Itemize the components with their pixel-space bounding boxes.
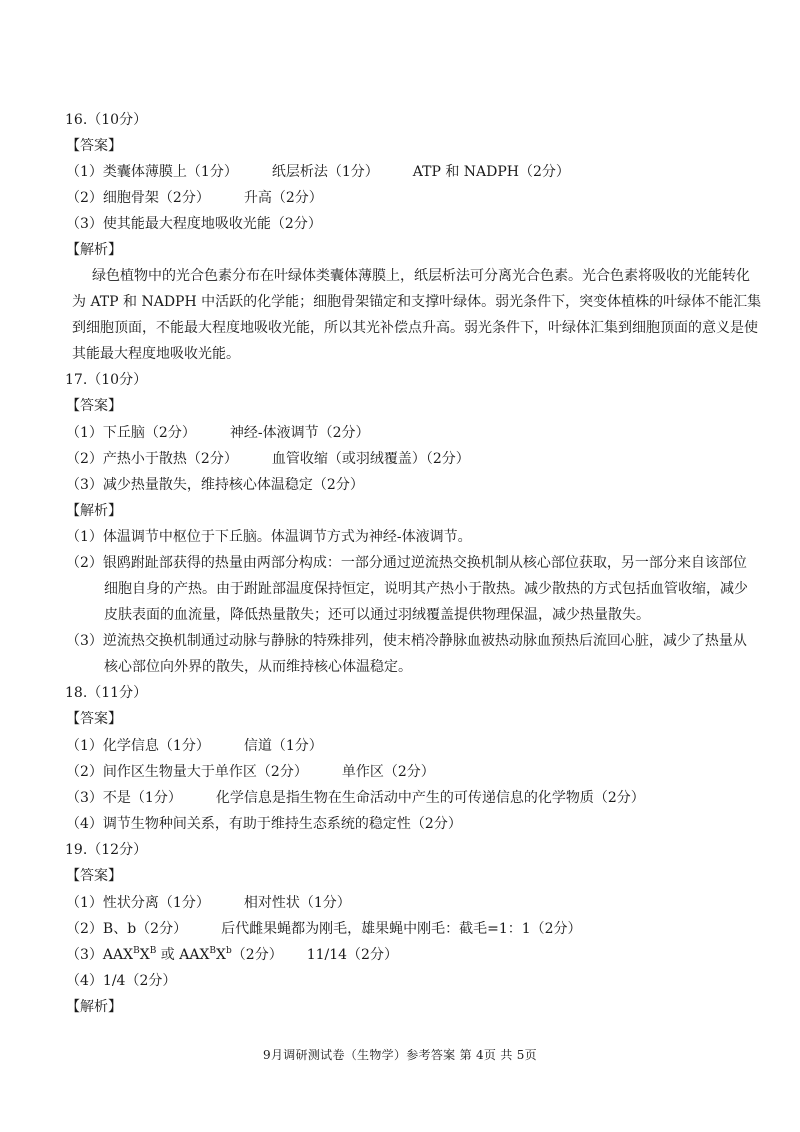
- answer-part: 不是（1分）: [102, 790, 182, 806]
- q18-heading: 18.（11分）: [65, 685, 148, 701]
- q19-heading: 19.（12分）: [65, 842, 148, 858]
- q16-answer-3: [66, 214, 322, 234]
- item-number: （2）: [66, 764, 103, 780]
- answer-part: 减少热量散失，维持核心体温稳定（2分）: [102, 477, 364, 493]
- answer-part: 相对性状（1分）: [243, 895, 351, 911]
- item-number: （1）: [66, 738, 103, 754]
- q17-analysis-2-line: （2）银鸥跗趾部获得的热量由两部分构成：一部分通过逆流热交换机制从核心部位获取，另一部分来自该部位: [66, 555, 747, 571]
- q18-answer-4: [66, 814, 462, 834]
- q17-answer-1: [66, 423, 369, 443]
- score: （2分）: [231, 947, 283, 963]
- answer-part: 细胞骨架（2分）: [102, 190, 210, 206]
- q17-analysis-3-line: 核心部位向外界的散失，从而维持核心体温稳定。: [104, 659, 412, 675]
- q16-analysis-tag: 【解析】: [66, 242, 122, 258]
- q19-answer-2: [66, 919, 582, 939]
- or-word: 或: [160, 947, 175, 963]
- answer-part: 化学信息是指生物在生命活动中产生的可传递信息的化学物质（2分）: [215, 790, 645, 806]
- answer-part: 1/4（2分）: [102, 973, 177, 989]
- answer-part: ATP 和 NADPH（2分）: [412, 164, 570, 180]
- q18-answer-tag: 【答案】: [66, 711, 122, 727]
- item-number: （2）: [66, 190, 103, 206]
- item-number: （3）: [66, 216, 103, 232]
- genotype-1: $AAX^BX^B$: [102, 946, 157, 963]
- q17-analysis-tag: 【解析】: [66, 503, 122, 519]
- answer-part: 血管收缩（或羽绒覆盖）（2分）: [271, 451, 470, 467]
- answer-part: 后代雌果蝇都为刚毛，雄果蝇中刚毛：截毛=1：1（2分）: [221, 921, 582, 937]
- q17-answer-3: [66, 475, 364, 495]
- answer-part: B、b（2分）: [102, 921, 188, 937]
- q19-answer-tag: 【答案】: [66, 868, 122, 884]
- item-number: （4）: [66, 816, 103, 832]
- item-number: （2）: [66, 921, 103, 937]
- q16-answer-1: [66, 162, 570, 182]
- answer-part: 神经-体液调节（2分）: [229, 425, 370, 441]
- answer-part: 化学信息（1分）: [102, 738, 210, 754]
- q16-answer-tag: 【答案】: [66, 138, 122, 154]
- answer-part: 纸层析法（1分）: [271, 164, 379, 180]
- q19-answer-1: [66, 893, 351, 913]
- page-footer: 9月调研测试卷（生物学）参考答案 第 4页 共 5页: [263, 1048, 537, 1062]
- answer-part: 性状分离（1分）: [102, 895, 210, 911]
- q16-analysis-line: 为 ATP 和 NADPH 中活跃的化学能；细胞骨架锚定和支撑叶绿体。弱光条件下，突变体植株的叶绿体不能汇集: [72, 294, 762, 310]
- q18-answer-2: [66, 762, 435, 782]
- item-number: （3）: [66, 947, 103, 963]
- q16-analysis-line: 绿色植物中的光合色素分布在叶绿体类囊体薄膜上，纸层析法可分离光合色素。光合色素将吸收的光能转化: [92, 268, 750, 284]
- answer-part: 间作区生物量大于单作区（2分）: [102, 764, 308, 780]
- q16-analysis-line: 其能最大程度地吸收光能。: [72, 346, 240, 362]
- answer-part: 下丘脑（2分）: [102, 425, 196, 441]
- q18-answer-1: [66, 736, 323, 756]
- item-number: （1）: [66, 895, 103, 911]
- item-number: （4）: [66, 973, 103, 989]
- answer-part: 产热小于散热（2分）: [102, 451, 238, 467]
- q17-heading: 17.（10分）: [65, 372, 148, 388]
- answer-part: 单作区（2分）: [341, 764, 435, 780]
- item-number: （3）: [66, 790, 103, 806]
- q17-analysis-3-line: （3）逆流热交换机制通过动脉与静脉的特殊排列，使末梢冷静脉血被热动脉血预热后流回心脏，减少了热量从: [66, 633, 747, 649]
- q18-answer-3: [66, 788, 645, 808]
- item-number: （1）: [66, 164, 103, 180]
- q17-analysis-2-line: 皮肤表面的血流量，降低热量散失；还可以通过羽绒覆盖提供物理保温，减少热量散失。: [104, 607, 650, 623]
- q19-answer-4: [66, 971, 176, 991]
- answer-part: 升高（2分）: [243, 190, 323, 206]
- q19-answer-3: [66, 945, 398, 965]
- answer-part: 调节生物种间关系，有助于维持生态系统的稳定性（2分）: [102, 816, 462, 832]
- q17-analysis-2-line: 细胞自身的产热。由于跗趾部温度保持恒定，说明其产热小于散热。减少散热的方式包括血管收缩，减少: [104, 581, 748, 597]
- answer-part: 信道（1分）: [243, 738, 323, 754]
- item-number: （2）: [66, 451, 103, 467]
- answer-part: 使其能最大程度地吸收光能（2分）: [102, 216, 322, 232]
- item-number: （1）: [66, 425, 103, 441]
- q17-answer-2: [66, 449, 470, 469]
- q19-analysis-tag: 【解析】: [66, 999, 122, 1015]
- item-number: （3）: [66, 477, 103, 493]
- q17-analysis-1: （1）体温调节中枢位于下丘脑。体温调节方式为神经-体液调节。: [66, 529, 472, 545]
- q16-heading: 16.（10分）: [65, 112, 148, 128]
- answer-part: 11/14（2分）: [306, 947, 398, 963]
- genotype-2: $AAX^BX^b$: [179, 946, 232, 963]
- answer-part: 类囊体薄膜上（1分）: [102, 164, 238, 180]
- q16-answer-2: [66, 188, 323, 208]
- q16-analysis-line: 到细胞顶面，不能最大程度地吸收光能，所以其光补偿点升高。弱光条件下，叶绿体汇集到细胞顶面的意义是使: [72, 320, 758, 336]
- q17-answer-tag: 【答案】: [66, 398, 122, 414]
